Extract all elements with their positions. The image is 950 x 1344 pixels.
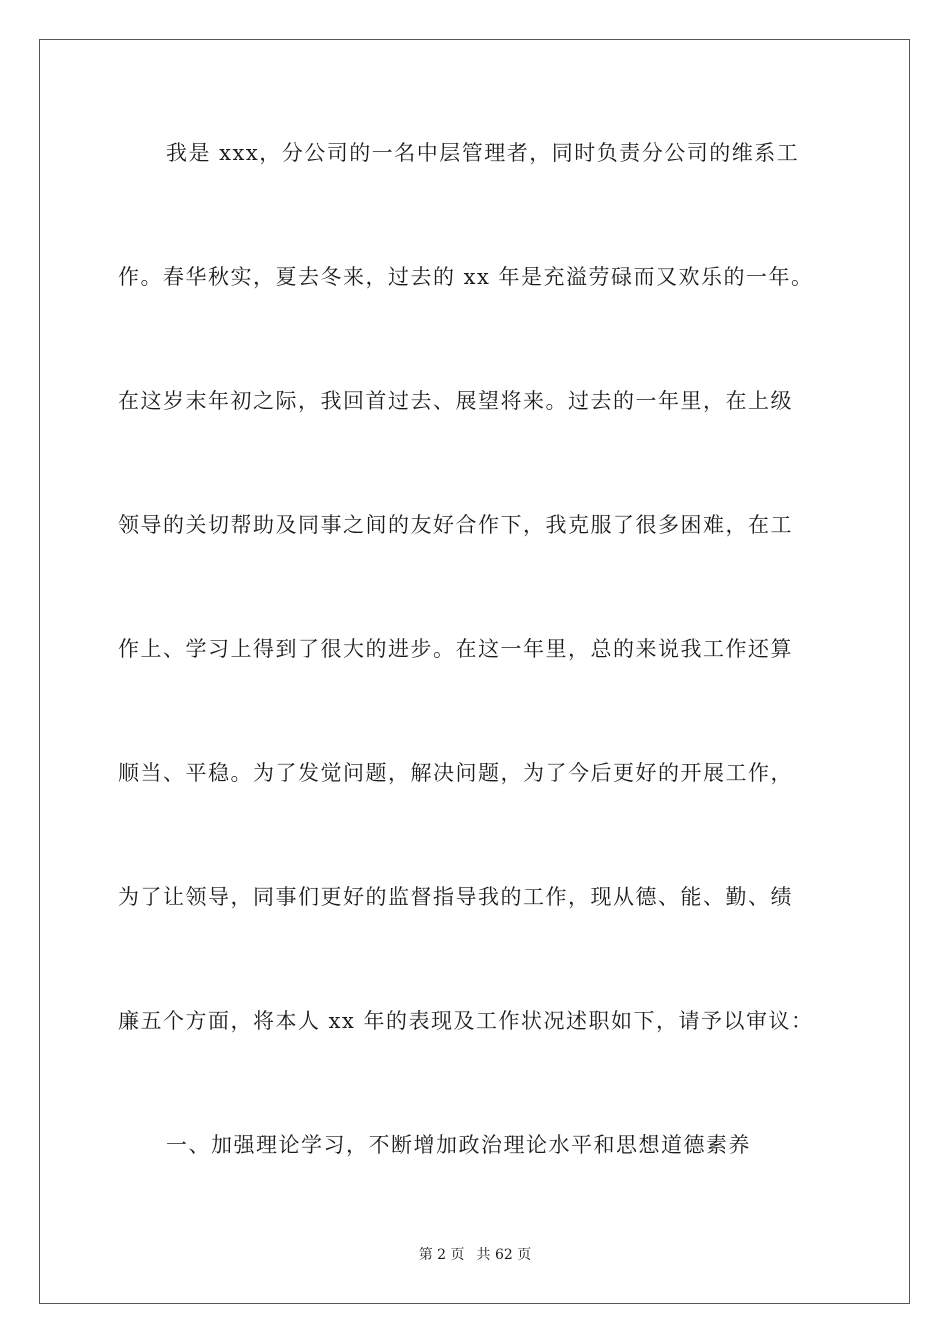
paragraph-line-7: 为了让领导，同事们更好的监督指导我的工作，现从德、能、勤、绩	[118, 885, 793, 909]
section-heading: 一、加强理论学习，不断增加政治理论水平和思想道德素养	[166, 1133, 751, 1157]
paragraph-line-6: 顺当、平稳。为了发觉问题，解决问题，为了今后更好的开展工作，	[118, 761, 793, 785]
page-frame	[39, 39, 910, 1304]
paragraph-line-1: 我是 xxx，分公司的一名中层管理者，同时负责分公司的维系工	[166, 141, 800, 165]
paragraph-line-2: 作。春华秋实，夏去冬来，过去的 xx 年是充溢劳碌而又欢乐的一年。	[118, 265, 814, 289]
paragraph-line-5: 作上、学习上得到了很大的进步。在这一年里，总的来说我工作还算	[118, 637, 793, 661]
page-footer	[0, 1245, 950, 1265]
page-number: 第 2 页	[418, 1247, 465, 1263]
page-total: 共 62 页	[476, 1247, 532, 1263]
paragraph-line-4: 领导的关切帮助及同事之间的友好合作下，我克服了很多困难，在工	[118, 513, 793, 537]
paragraph-line-8: 廉五个方面，将本人 xx 年的表现及工作状况述职如下，请予以审议：	[118, 1009, 814, 1033]
paragraph-line-3: 在这岁末年初之际，我回首过去、展望将来。过去的一年里，在上级	[118, 389, 793, 413]
